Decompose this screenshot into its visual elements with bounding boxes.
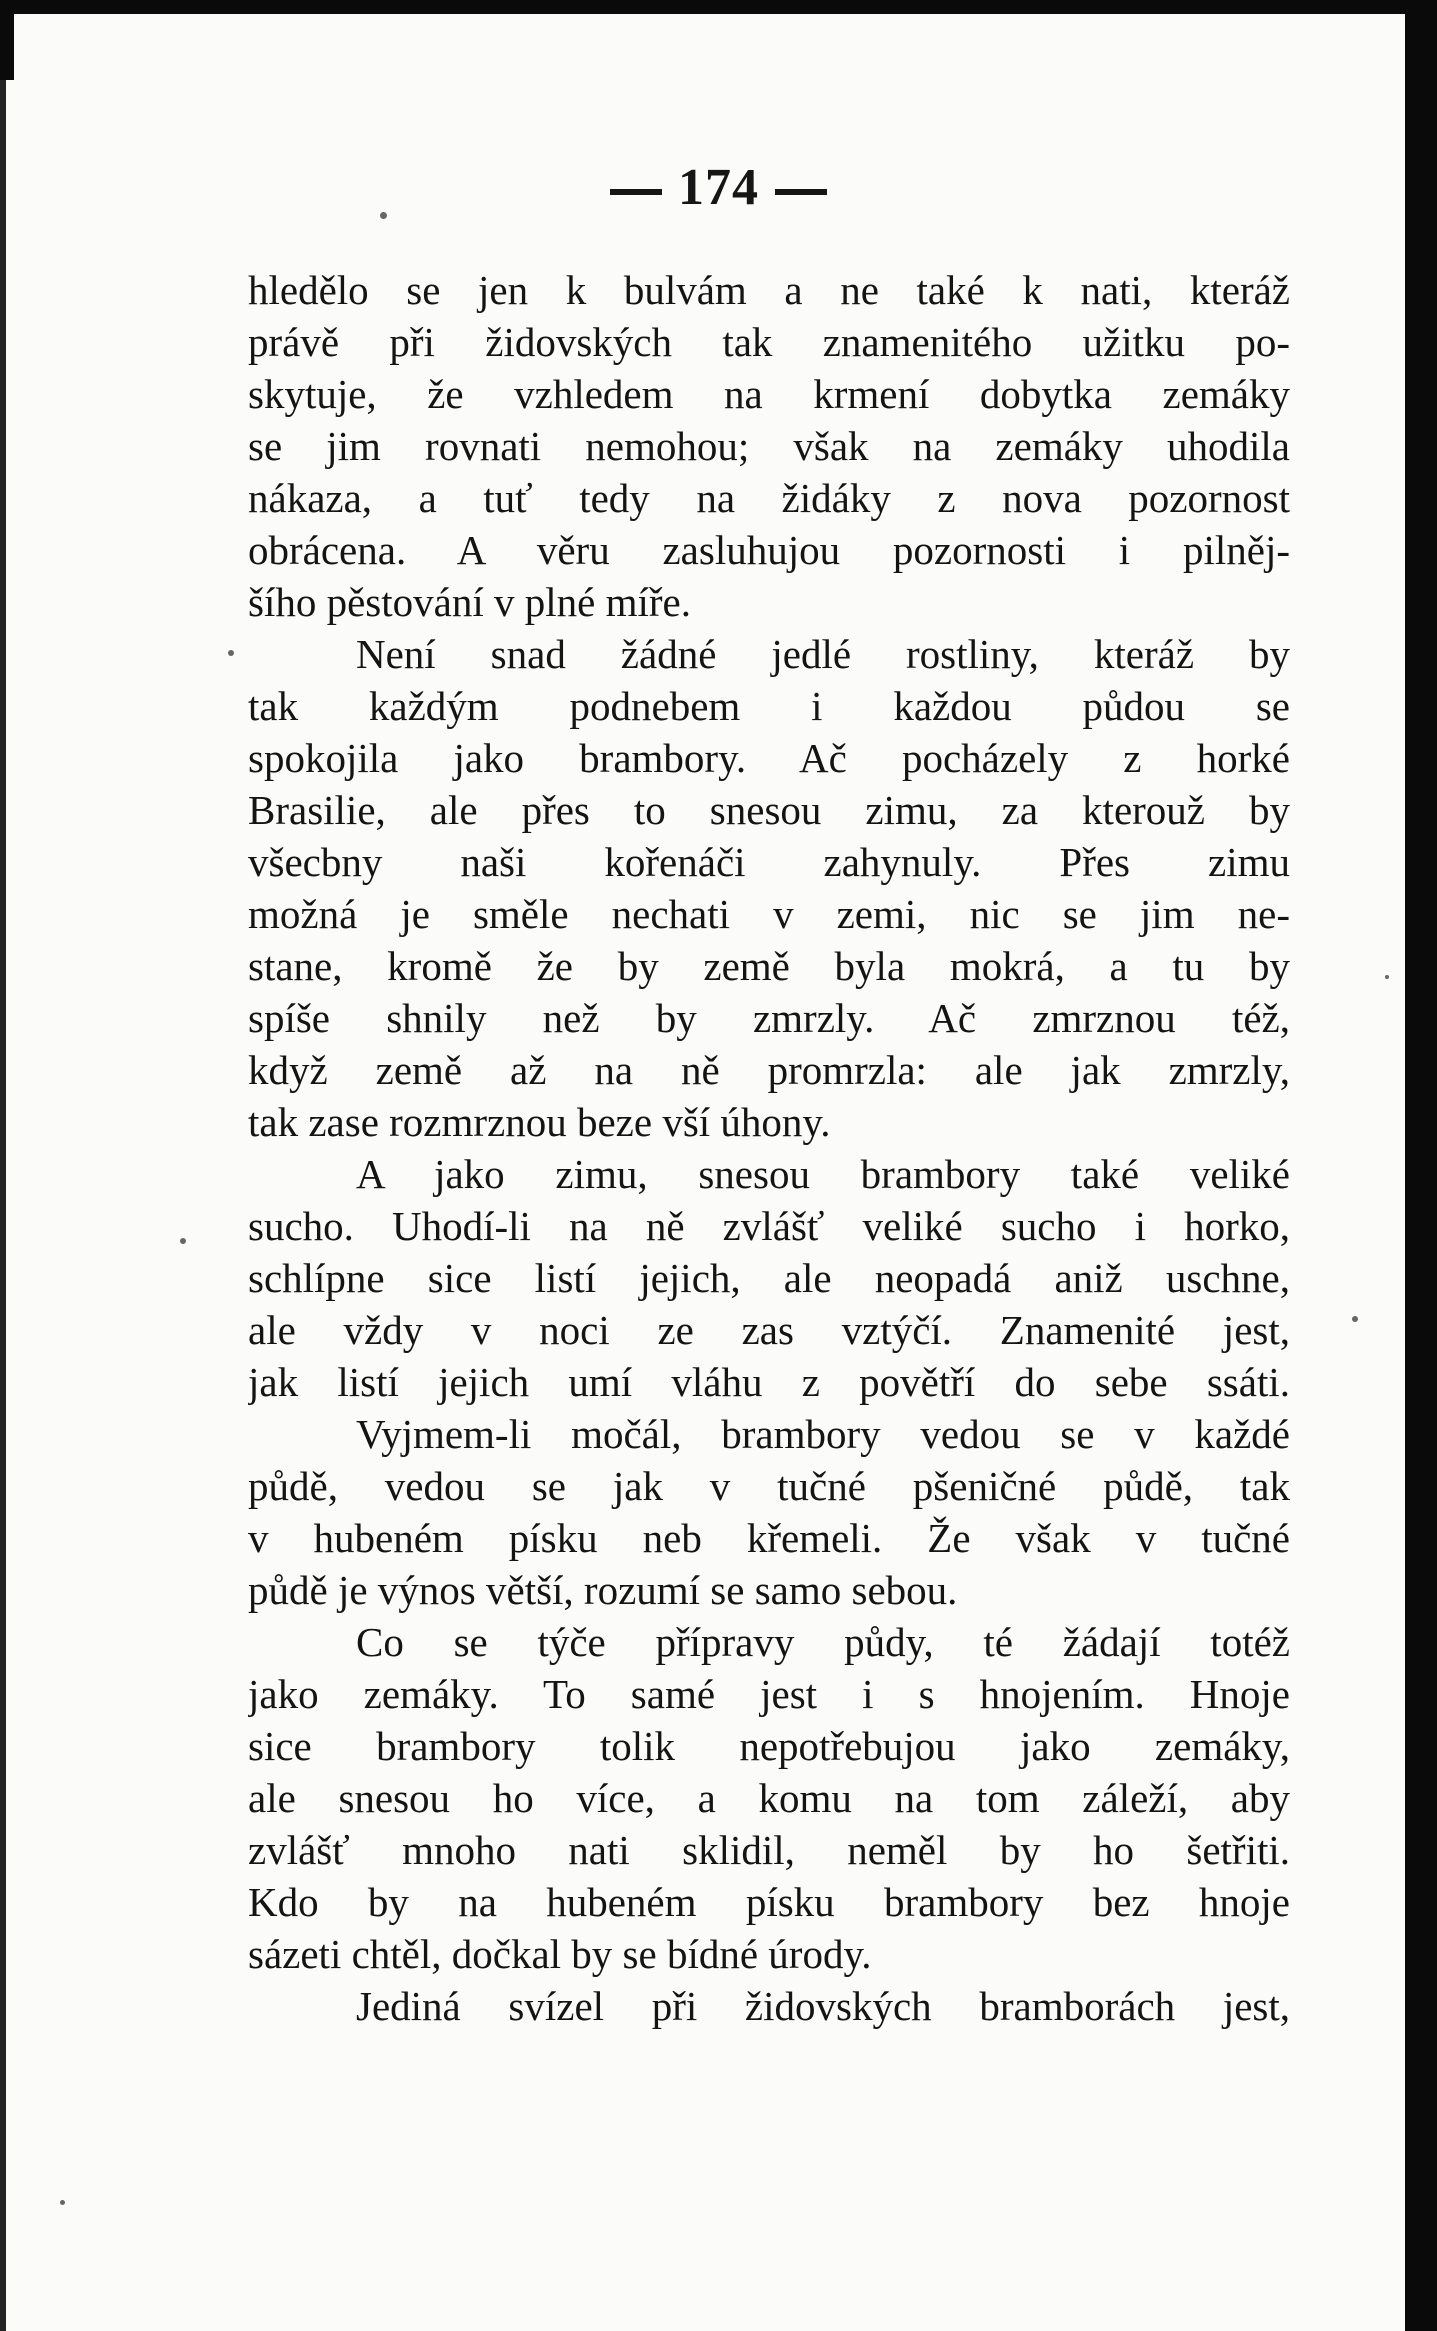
scan-border-right (1405, 0, 1437, 2331)
text-line: sice brambory tolik nepotřebujou jako zemáky, (248, 1723, 1290, 1769)
paragraph-first-line: Není snad žádné jedlé rostliny, kteráž by (356, 631, 1290, 677)
text-line: skytuje, že vzhledem na krmení dobytka zemáky (248, 371, 1290, 417)
paragraph-first-line: Vyjmem-li močál, brambory vedou se v každé (356, 1411, 1290, 1457)
text-line: sázeti chtěl, dočkal by se bídné úrody. (248, 1931, 872, 1977)
text-line: nákaza, a tuť tedy na židáky z nova pozornost (248, 475, 1290, 521)
text-line: tak zase rozmrznou beze vší úhony. (248, 1099, 831, 1145)
text-line: sucho. Uhodí-li na ně zvlášť veliké sucho i horko, (248, 1203, 1290, 1249)
scan-border-left-edge (0, 80, 6, 2331)
page-number-dash-left (610, 189, 662, 195)
text-line: spokojila jako brambory. Ač pocházely z horké (248, 735, 1290, 781)
text-line: jak listí jejich umí vláhu z povětří do sebe ssáti. (248, 1359, 1290, 1405)
scan-border-top (0, 0, 1437, 14)
text-line: všecbny naši kořenáči zahynuly. Přes zimu (248, 839, 1290, 885)
text-line: tak každým podnebem i každou půdou se (248, 683, 1290, 729)
text-line: jako zemáky. To samé jest i s hnojením. Hnoje (248, 1671, 1290, 1717)
text-line: půdě je výnos větší, rozumí se samo sebou. (248, 1567, 958, 1613)
text-line: možná je směle nechati v zemi, nic se jim ne- (248, 891, 1290, 937)
text-line: schlípne sice listí jejich, ale neopadá aniž uschne, (248, 1255, 1290, 1301)
text-line: hledělo se jen k bulvám a ne také k nati, kteráž (248, 267, 1290, 313)
text-line: Brasilie, ale přes to snesou zimu, za kterouž by (248, 787, 1290, 833)
dust-speck (60, 2200, 65, 2205)
paragraph-first-line: A jako zimu, snesou brambory také veliké (356, 1151, 1290, 1197)
dust-speck (228, 650, 234, 656)
dust-speck (1352, 1316, 1358, 1322)
text-line: obrácena. A věru zasluhujou pozornosti i pilněj- (248, 527, 1290, 573)
page-number (0, 158, 1437, 217)
page-number-value: 174 (678, 159, 759, 216)
text-line: právě při židovských tak znamenitého užitku po- (248, 319, 1290, 365)
text-line: půdě, vedou se jak v tučné pšeničné půdě, tak (248, 1463, 1290, 1509)
body-text (248, 264, 1290, 2032)
text-line: spíše shnily než by zmrzly. Ač zmrznou též, (248, 995, 1290, 1041)
text-line: se jim rovnati nemohou; však na zemáky uhodila (248, 423, 1290, 469)
text-line: když země až na ně promrzla: ale jak zmrzly, (248, 1047, 1290, 1093)
text-line: šího pěstování v plné míře. (248, 579, 691, 625)
scan-border-left (0, 0, 14, 80)
dust-speck (1385, 975, 1389, 979)
text-line: Kdo by na hubeném písku brambory bez hnoje (248, 1879, 1290, 1925)
text-line: v hubeném písku neb křemeli. Že však v tučné (248, 1515, 1290, 1561)
dust-speck (180, 1238, 186, 1244)
text-line: zvlášť mnoho nati sklidil, neměl by ho šetřiti. (248, 1827, 1290, 1873)
text-line: ale vždy v noci ze zas vztýčí. Znamenité jest, (248, 1307, 1290, 1353)
paragraph-first-line: Co se týče přípravy půdy, té žádají totéž (356, 1619, 1290, 1665)
text-line: ale snesou ho více, a komu na tom záleží, aby (248, 1775, 1290, 1821)
text-line: stane, kromě že by země byla mokrá, a tu by (248, 943, 1290, 989)
paragraph-first-line: Jediná svízel při židovských bramborách jest, (356, 1983, 1290, 2029)
page-number-dash-right (775, 189, 827, 195)
